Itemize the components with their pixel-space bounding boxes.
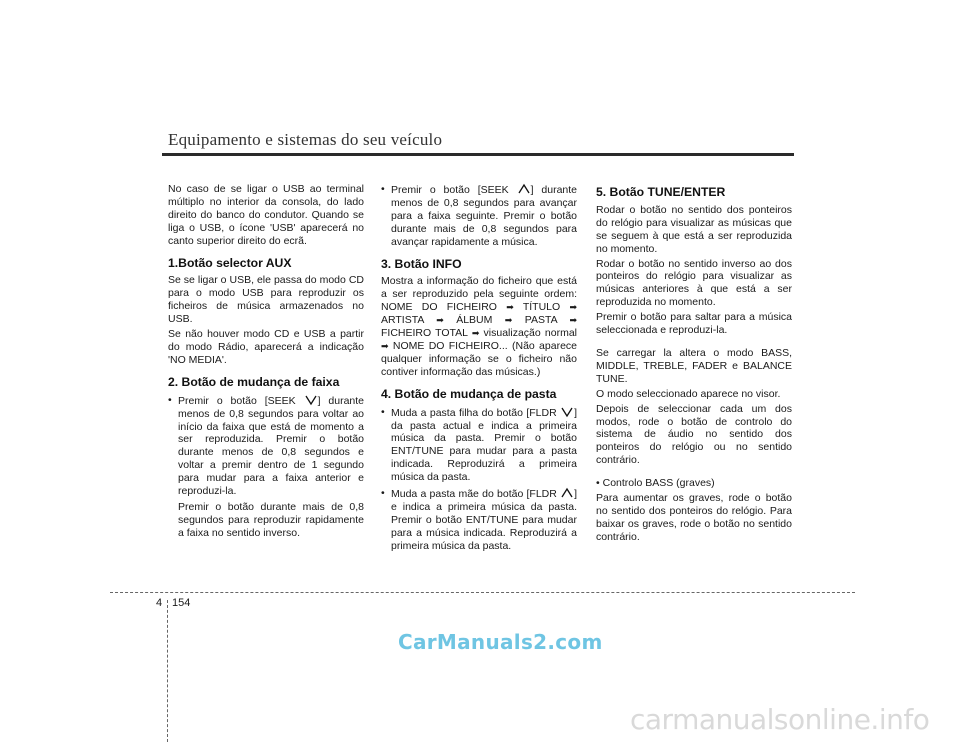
bullet-text-pre: Muda a pasta filha do botão [FLDR	[391, 406, 557, 419]
bullet-text-pre: Muda a pasta mãe do botão [FLDR	[391, 488, 557, 501]
section-info-title: 3. Botão INFO	[381, 256, 462, 271]
page-header-title: Equipamento e sistemas do seu veículo	[168, 130, 443, 149]
arrow-right-icon: ➡	[471, 328, 480, 339]
info-intro: Mostra a informação do ficheiro que está a ser reproduzido pela seguinte ordem:	[381, 275, 577, 301]
column-1	[168, 183, 364, 542]
tune-paragraph-3: Premir o botão para saltar para a música seleccionada e reproduzi-la.	[596, 311, 792, 337]
info-seq-item: visualização normal	[483, 327, 577, 340]
bullet-icon: •	[168, 393, 172, 406]
section-aux-title: 1.Botão selector AUX	[168, 255, 292, 270]
bullet-icon: •	[381, 183, 385, 195]
section-tune-title: 5. Botão TUNE/ENTER	[596, 185, 726, 199]
chevron-up-icon	[517, 183, 531, 195]
chapter-number: 4	[156, 597, 163, 609]
section-folder-title: 4. Botão de mudança de pasta	[381, 386, 557, 401]
tune-paragraph-6: Depois de seleccionar cada um dos modos, rode o botão de controlo do sistema de áudio no sentido dos ponteiros do relógio ou no sentido contrário.	[596, 402, 792, 467]
bullet-text-post: ] e indica a primeira música da pasta. Premir o botão ENT/TUNE para mudar para a música indicada. Reproduzirá a primeira música da pasta.	[391, 488, 578, 552]
arrow-right-icon: ➡	[569, 302, 577, 313]
spacer	[596, 469, 792, 477]
section-track-title: 2. Botão de mudança de faixa	[168, 374, 340, 389]
arrow-right-icon: ➡	[381, 340, 389, 351]
tune-paragraph-4: Se carregar la altera o modo BASS, MIDDLE, TREBLE, FADER e BALANCE TUNE.	[596, 346, 792, 385]
chevron-up-icon	[560, 487, 574, 499]
bullet-icon: •	[381, 405, 385, 418]
page-number: 154	[172, 597, 191, 609]
list-item	[381, 406, 577, 484]
chevron-down-icon	[560, 406, 574, 418]
arrow-right-icon: ➡	[436, 315, 444, 326]
bullet-text-post: ] durante menos de 0,8 segundos para voltar ao início da faixa que está de momento a ser reproduzida. Premir o botão durante menos de 0,8 segundos e voltar a premir dentro de 1 segundo para mudar para a faixa anterior e reproduzi-la.	[178, 394, 365, 498]
footer-site-text: carmanualsonline.info	[630, 703, 930, 736]
info-seq-item: FICHEIRO TOTAL	[381, 327, 468, 340]
chevron-down-icon	[304, 394, 318, 406]
footer-dashed-vertical	[167, 600, 168, 742]
info-paragraph	[381, 275, 577, 378]
column-2	[381, 183, 577, 556]
arrow-right-icon: ➡	[504, 315, 513, 326]
arrow-right-icon: ➡	[506, 302, 514, 313]
info-seq-item: ARTISTA	[381, 314, 424, 327]
aux-paragraph-2: Se não houver modo CD e USB a partir do modo Rádio, aparecerá a indicação 'NO MEDIA'.	[168, 328, 364, 366]
bass-label-text: Controlo BASS (graves)	[602, 477, 715, 490]
column-3	[596, 183, 792, 546]
spacer	[596, 339, 792, 347]
info-seq-item: NOME DO FICHEIRO	[381, 301, 497, 314]
tune-paragraph-5: O modo seleccionado aparece no visor.	[596, 387, 781, 400]
info-seq-item: TÍTULO	[522, 301, 561, 314]
info-seq-item: NOME DO FICHEIRO... (Não aparece qualquer informação se o ficheiro não contiver informação das músicas.)	[381, 339, 578, 378]
watermark-text: CarManuals2.com	[398, 630, 603, 654]
bullet-text-post: ] durante menos de 0,8 segundos para avançar para a faixa seguinte. Premir o botão durante mais de 0,8 segundos para avançar rapidamente a música.	[391, 184, 578, 248]
bullet-icon: •	[381, 487, 385, 500]
bullet-text-pre: Premir o botão [SEEK	[178, 394, 296, 407]
list-item	[381, 183, 577, 249]
bullet-icon: •	[596, 477, 600, 490]
track-sub-paragraph: Premir o botão durante mais de 0,8 segundos para reproduzir rapidamente a faixa no sentido inverso.	[178, 500, 364, 539]
header-rule	[162, 153, 794, 156]
tune-paragraph-2: Rodar o botão no sentido inverso ao dos ponteiros do relógio para visualizar as músicas anteriores à que está a ser reproduzida no momento.	[596, 257, 792, 309]
tune-paragraph-1: Rodar o botão no sentido dos ponteiros do relógio para visualizar as músicas que se seguem à que está a ser reproduzida no momento.	[596, 203, 792, 255]
info-seq-item: ÁLBUM	[456, 314, 493, 327]
list-item	[168, 394, 364, 498]
bullet-text-pre: Premir o botão [SEEK	[391, 184, 509, 196]
aux-paragraph-1: Se se ligar o USB, ele passa do modo CD para o modo USB para reproduzir os ficheiros de música armazenados no USB.	[168, 274, 364, 326]
intro-paragraph: No caso de se ligar o USB ao terminal múltiplo no interior da consola, do lado direito do banco do condutor. Quando se liga o USB, o ícone 'USB' aparecerá no canto superior direito do ecrã.	[168, 183, 364, 247]
footer-dashed-rule	[110, 592, 855, 593]
arrow-right-icon: ➡	[569, 315, 578, 326]
bullet-text-post: ] da pasta actual e indica a primeira música da pasta. Premir o botão ENT/TUNE para mudar para a pasta indicada. Reproduzirá a primeira música da pasta.	[391, 406, 577, 484]
info-seq-item: PASTA	[524, 314, 558, 327]
bass-label	[596, 477, 792, 490]
list-item	[381, 487, 577, 553]
bass-paragraph: Para aumentar os graves, rode o botão no sentido dos ponteiros do relógio. Para baixar os graves, rode o botão no sentido contrário.	[596, 492, 792, 543]
